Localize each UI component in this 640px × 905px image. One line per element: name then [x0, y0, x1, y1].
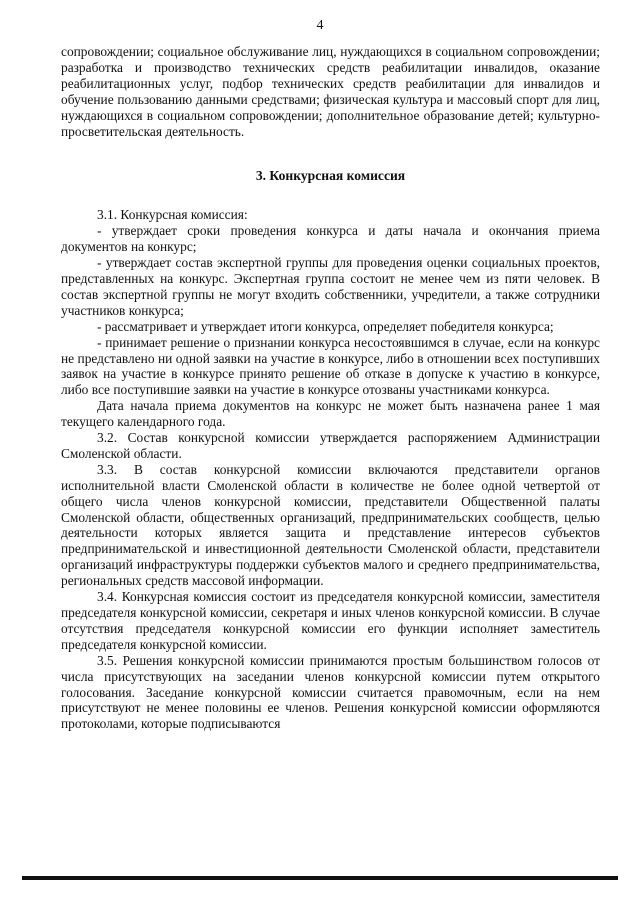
document-body: [61, 44, 600, 732]
page-number: 4: [316, 18, 324, 33]
paragraph-3-1: 3.1. Конкурсная комиссия:: [97, 207, 248, 223]
section-heading: 3. Конкурсная комиссия: [255, 168, 406, 184]
paragraph-item-failed-contest: - принимает решение о признании конкурса несостоявшимся в случае, если на конкурс не представлено ни одной заявки на участие в конкурсе, либо в отношении всех поступивших заявок на участие в конкурсе принято решение об отказе в допуске к участию в конкурсе, либо все поступившие заявки на участие в конкурсе отозваны участниками конкурса.: [61, 334, 600, 398]
paragraph-3-3: 3.3. В состав конкурсной комиссии включаются представители органов исполнительной власти Смоленской области в количестве не более одной четвертой от общего числа членов конкурсной комиссии, представители Общественной палаты Смоленской области, общественных организаций, предпринимательских сообществ, целью деятельности которых является защита и представление интересов субъектов предпринимательской и инвестиционной деятельности Смоленской области, представители организаций инфраструктуры поддержки субъектов малого и среднего предпринимательства, региональных средств массовой информации.: [61, 461, 600, 589]
intro-paragraph: сопровождении; социальное обслуживание лиц, нуждающихся в социальном сопровождении; разработка и производство технических средств реабилитации инвалидов, оказание реабилитационных услуг, подбор технических средств реабилитации для инвалидов и обучение пользованию данными средствами; физическая культура и массовый спорт для лиц, нуждающихся в социальном сопровождении; дополнительное образование детей; культурно-просветительская деятельность.: [61, 44, 600, 139]
paragraph-item-results: - рассматривает и утверждает итоги конкурса, определяет победителя конкурса;: [97, 318, 554, 334]
paragraph-item-dates: - утверждает сроки проведения конкурса и даты начала и окончания приема документов на конкурс;: [61, 223, 600, 255]
paragraph-start-date: Дата начала приема документов на конкурс не может быть назначена ранее 1 мая текущего календарного года.: [61, 398, 600, 430]
paragraph-3-4: 3.4. Конкурсная комиссия состоит из председателя конкурсной комиссии, заместителя председателя конкурсной комиссии, секретаря и иных членов конкурсной комиссии. В случае отсутствия председателя конкурсной комиссии его функции исполняет заместитель председателя конкурсной комиссии.: [61, 589, 600, 652]
bottom-rule: [22, 876, 618, 880]
paragraph-3-2: 3.2. Состав конкурсной комиссии утверждается распоряжением Администрации Смоленской области.: [61, 430, 600, 461]
paragraph-3-5: 3.5. Решения конкурсной комиссии принимаются простым большинством голосов от числа присутствующих на заседании членов конкурсной комиссии путем открытого голосования. Заседание конкурсной комиссии считается правомочным, если на нем присутствуют не менее половины ее членов. Решения конкурсной комиссии оформляются протоколами, которые подписываются: [61, 652, 600, 732]
paragraph-item-expert-group: - утверждает состав экспертной группы для проведения оценки социальных проектов, представленных на конкурс. Экспертная группа состоит не менее чем из пяти человек. В состав экспертной группы не могут входить собственники, учредители, а также сотрудники участников конкурса;: [61, 255, 600, 318]
